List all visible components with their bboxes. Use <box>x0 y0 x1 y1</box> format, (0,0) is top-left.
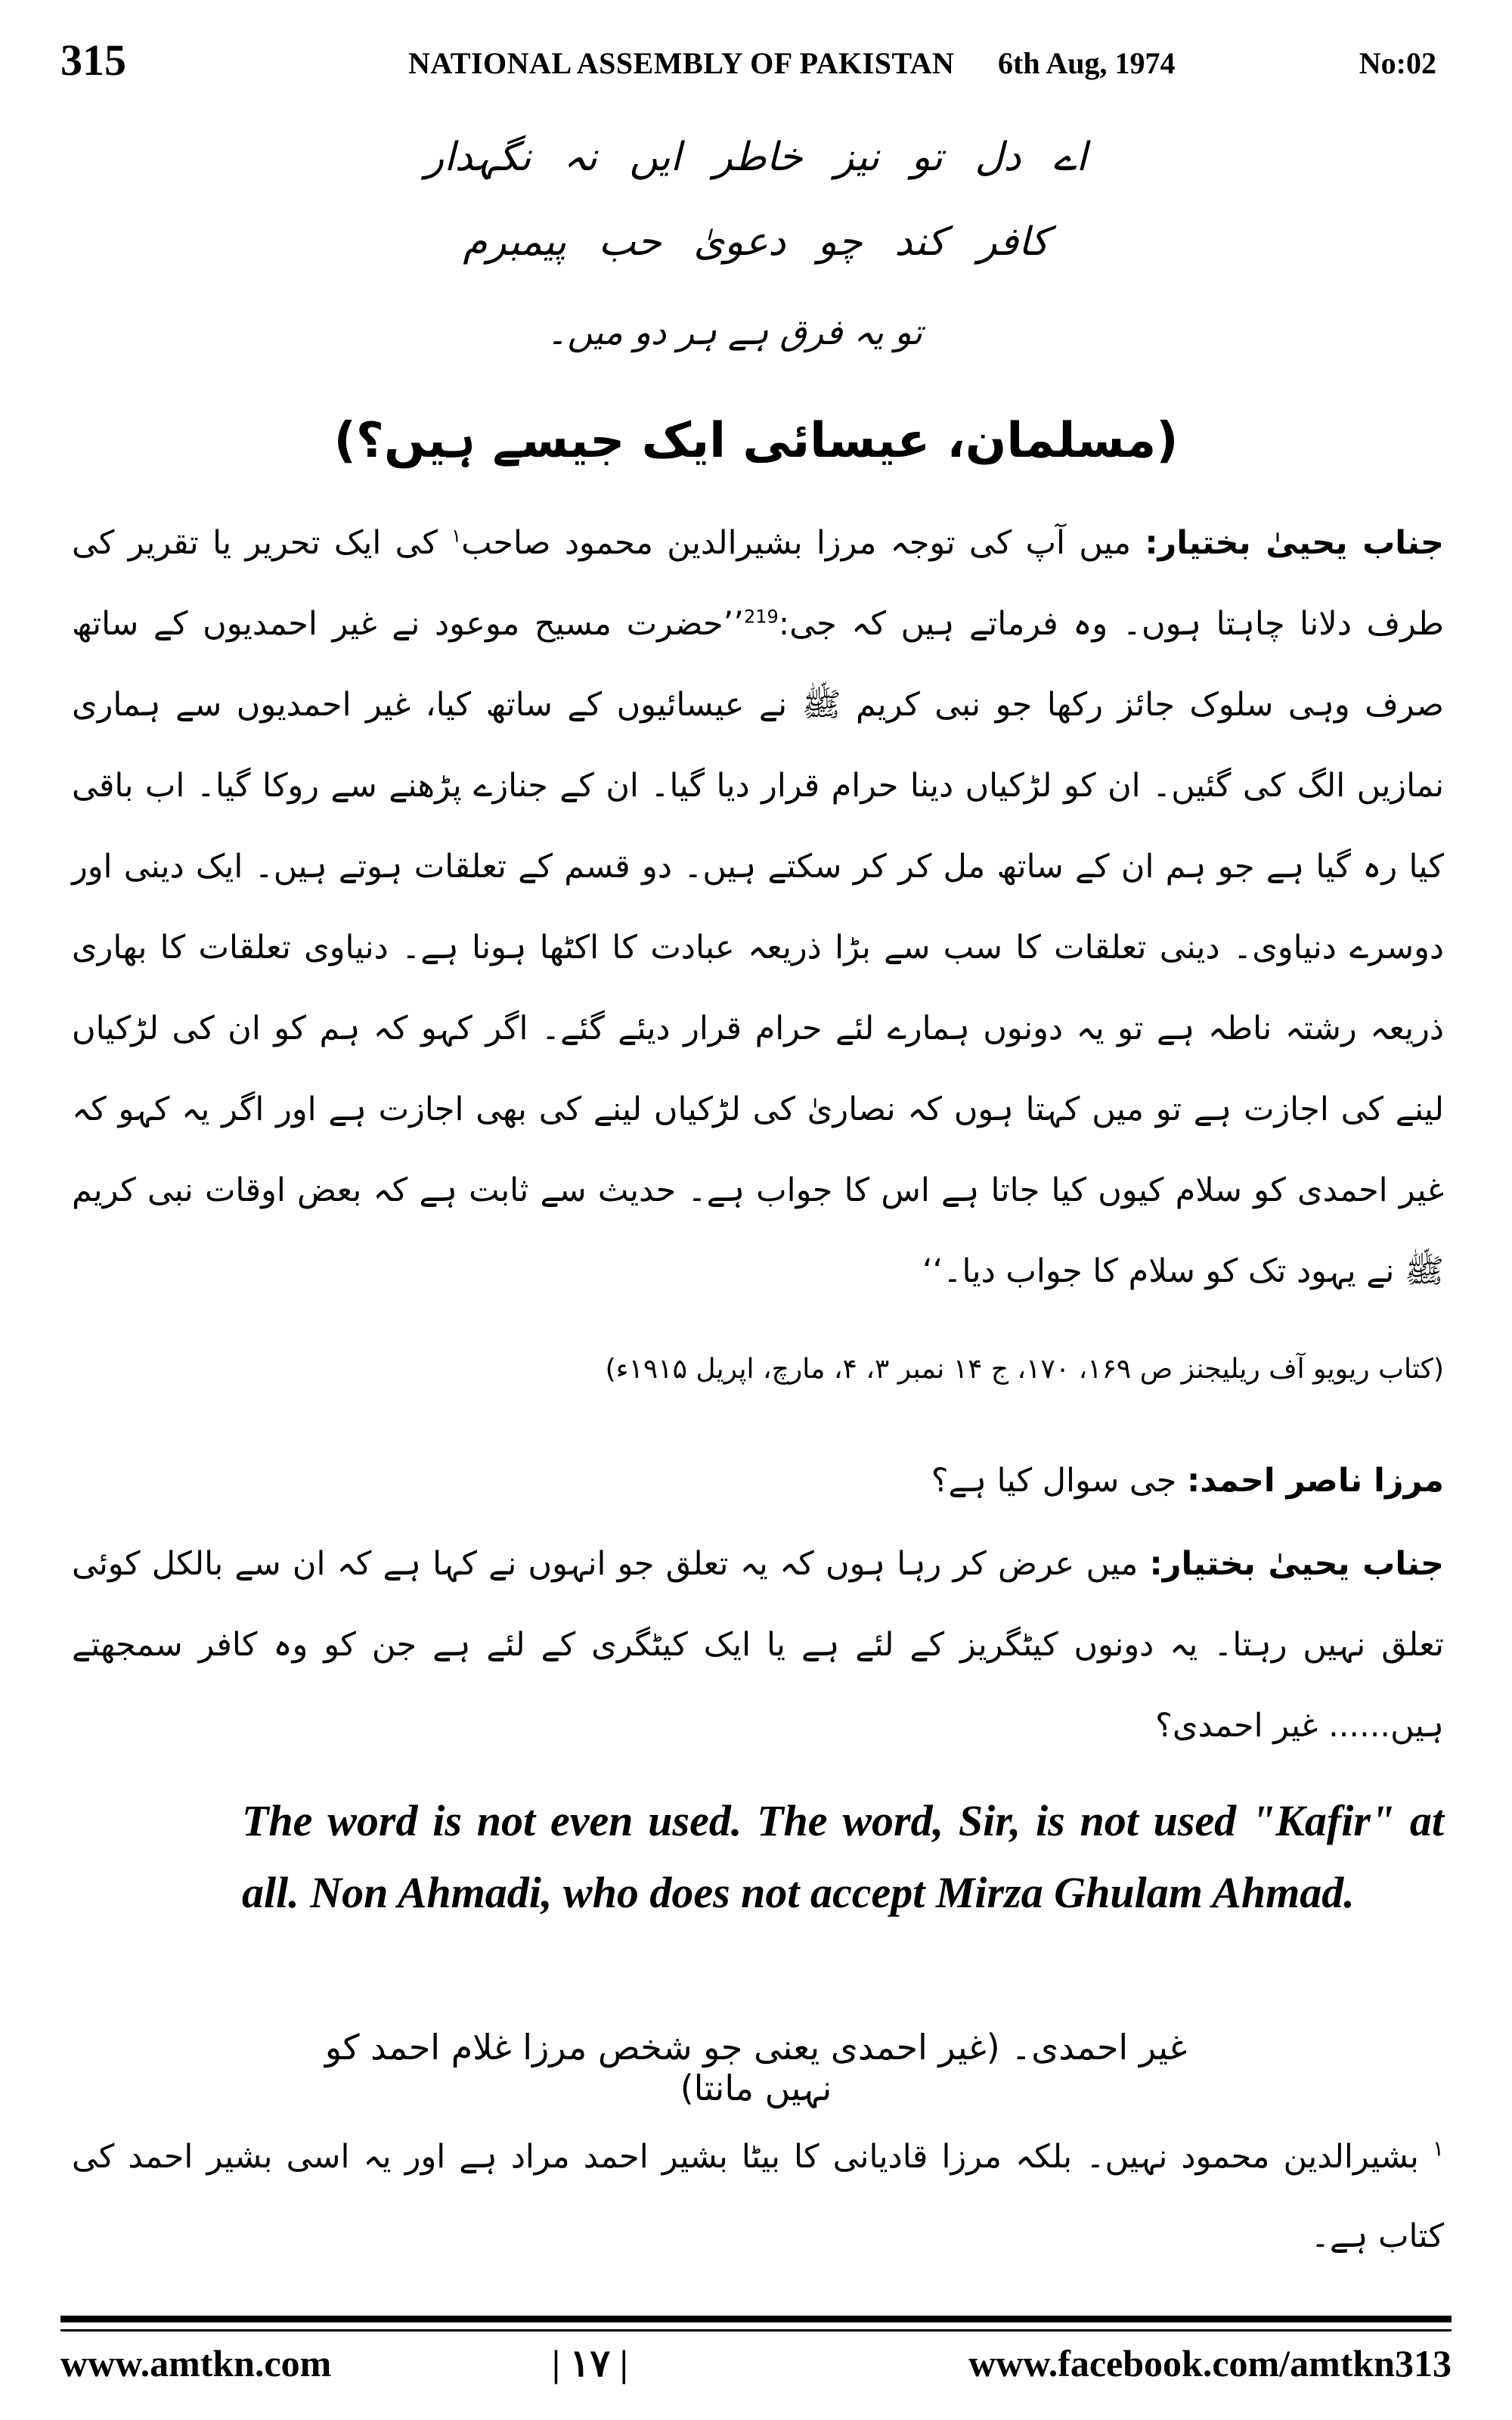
footnote <box>72 2118 1444 2276</box>
paragraph-mirza-nasir-ahmad <box>72 1441 1444 1522</box>
urdu-translation: غیر احمدی۔ (غیر احمدی یعنی جو شخص مرزا غلام احمد کو نہیں مانتا) <box>324 2027 1188 2108</box>
footer-rule-thin <box>60 2329 1452 2332</box>
footer-page-number: | ۱۷ | <box>552 2342 628 2384</box>
header-title: NATIONAL ASSEMBLY OF PAKISTAN <box>408 46 955 80</box>
page-footer <box>60 2337 1452 2397</box>
reference-superscript: 219 <box>743 606 779 628</box>
footnote-superscript: ۱ <box>451 525 462 547</box>
page-header <box>60 29 1436 97</box>
header-issue-number: No:02 <box>1359 46 1436 80</box>
citation: (کتاب ریویو آف ریلیجنز ص ۱۶۹، ۱۷۰، ج ۱۴ نمبر ۳، ۴، مارچ، اپریل ۱۹۱۵ء) <box>605 1354 1444 1385</box>
speaker-label: جناب یحییٰ بختیار: <box>1145 524 1444 562</box>
english-reply: The word is not even used. The word, Sir, is not used "Kafir" at all. Non Ahmadi, who does not accept Mirza Ghulam Ahmad. <box>242 1796 1444 1917</box>
speaker-label: مرزا ناصر احمد: <box>1187 1462 1444 1500</box>
footer-rule-thick <box>60 2316 1452 2322</box>
footnote-text: بشیرالدین محمود نہیں۔ بلکہ مرزا قادیانی کا بیٹا بشیر احمد مراد ہے اور یہ اسی بشیر احمد کی کتاب ہے۔ <box>72 2138 1444 2255</box>
section-heading: (مسلمان، عیسائی ایک جیسے ہیں؟) <box>333 413 1179 469</box>
poem-tail: تو یہ فرق ہے ہر دو میں۔ <box>547 312 922 352</box>
paragraph-text: میں آپ کی توجہ مرزا بشیرالدین محمود صاحب <box>461 524 1145 562</box>
paragraph-text: کی ایک تحریر یا تقریر کی طرف دلانا چاہتا ہوں۔ وہ فرماتے ہیں کہ جی: <box>72 524 1444 643</box>
page-number: 315 <box>60 36 126 85</box>
paragraph-text: میں عرض کر رہا ہوں کہ یہ تعلق جو انہوں نے کہا ہے کہ ان سے بالکل کوئی تعلق نہیں رہتا۔ یہ دونوں کیٹگریز کے لئے ہے یا ایک کیٹگری کے لئے ہے جن کو وہ کافر سمجھتے ہیں...... غیر احمدی؟ <box>72 1545 1444 1745</box>
speaker-label: جناب یحییٰ بختیار: <box>1149 1545 1445 1583</box>
website-link[interactable]: www.amtkn.com <box>60 2342 332 2384</box>
poem-line-1: اے دل تو نیز خاطر ایں نہ نگہدار <box>425 135 1087 180</box>
quoted-text: ’’حضرت مسیح موعود نے غیر احمدیوں کے ساتھ صرف وہی سلوک جائز رکھا جو نبی کریم ﷺ نے عیسائیوں کے ساتھ کیا، غیر احمدیوں سے ہماری نمازیں الگ کی گئیں۔ ان کو لڑکیاں دینا حرام قرار دیا گیا۔ ان کے جنازے پڑھنے سے روکا گیا۔ اب باقی کیا رہ گیا ہے جو ہم ان کے ساتھ مل کر کر سکتے ہیں۔ دو قسم کے تعلقات ہوتے ہیں۔ ایک دینی اور دوسرے دنیاوی۔ دینی تعلقات کا سب سے بڑا ذریعہ عبادت کا اکٹھا ہونا ہے۔ دنیاوی تعلقات کا بھاری ذریعہ رشتہ ناطہ ہے تو یہ دونوں ہمارے لئے حرام قرار دیئے گئے۔ اگر کہو کہ ہم کو ان کی لڑکیاں لینے کی اجازت ہے تو میں کہتا ہوں کہ نصاریٰ کی لڑکیاں لینے کی بھی اجازت ہے اور اگر یہ کہو کہ غیر احمدی کو سلام کیوں کیا جاتا ہے اس کا جواب ہے۔ حدیث سے ثابت ہے کہ بعض اوقات نبی کریم ﷺ نے یہود تک کو سلام کا جواب دیا۔‘‘ <box>72 605 1444 1290</box>
poem-line-2: کافر کند چو دعویٰ حب پیمبرم <box>463 219 1049 265</box>
paragraph-yahya-bakhtiar-2 <box>72 1524 1444 1767</box>
footnote-marker: ۱ <box>1432 2136 1444 2161</box>
paragraph-text: جی سوال کیا ہے؟ <box>931 1462 1187 1500</box>
paragraph-yahya-bakhtiar-1 <box>72 503 1444 1312</box>
header-date: 6th Aug, 1974 <box>998 46 1176 80</box>
facebook-link[interactable]: www.facebook.com/amtkn313 <box>968 2342 1452 2384</box>
